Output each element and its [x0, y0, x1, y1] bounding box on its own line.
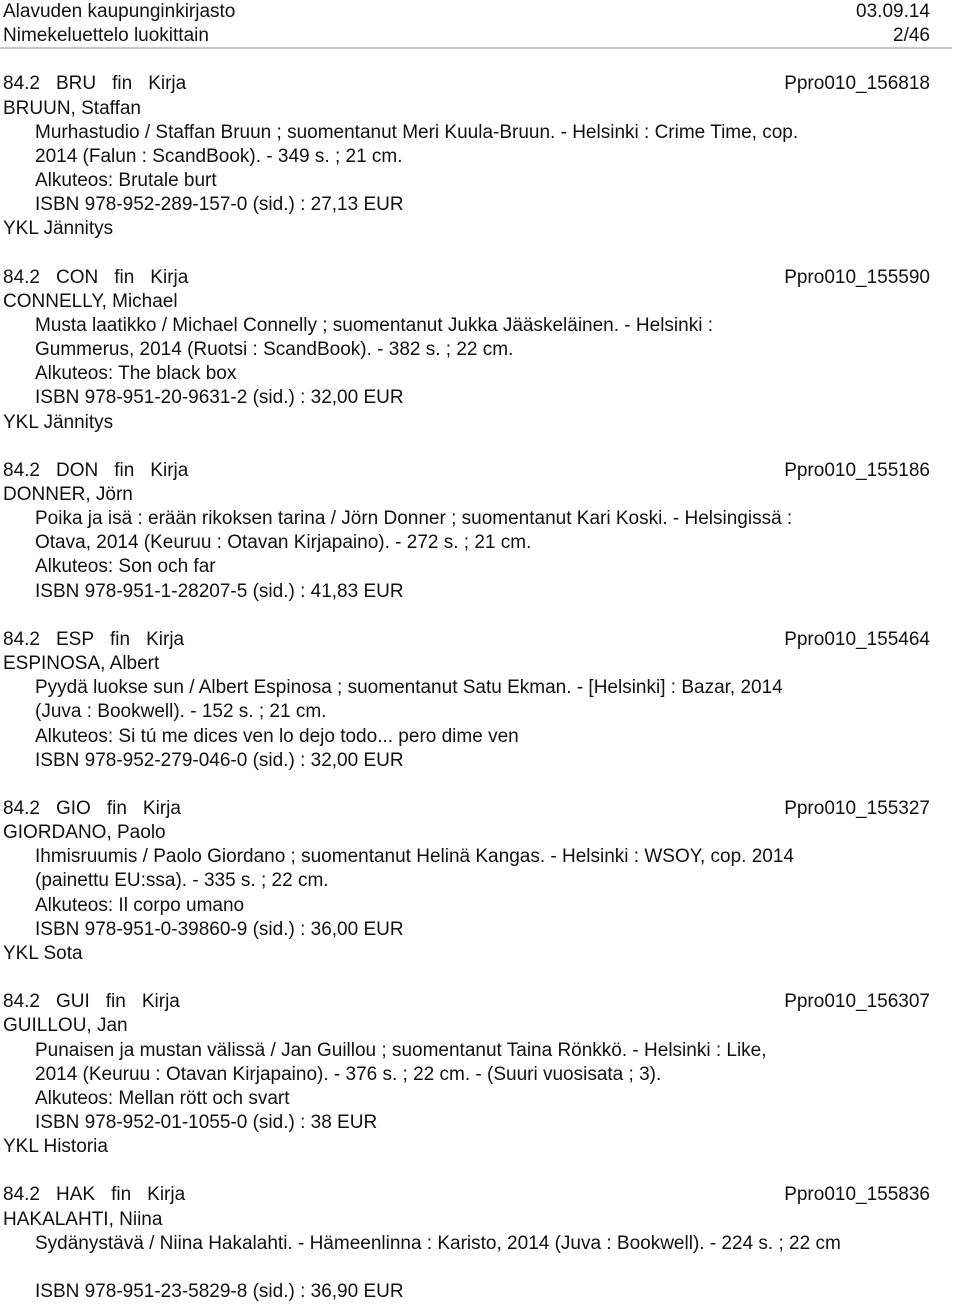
entry-author: GUILLOU, Jan: [3, 1015, 128, 1037]
entry-original-title: Alkuteos: Si tú me dices ven lo dejo todo... pero dime ven: [35, 725, 519, 747]
record-id: Ppro010_155186: [784, 459, 930, 481]
record-id: Ppro010_155327: [784, 797, 930, 819]
entry-classification-row: [3, 990, 960, 1014]
language: fin: [105, 991, 126, 1013]
classification: 84.2: [3, 797, 40, 819]
entry-description-line: Gummerus, 2014 (Ruotsi : ScandBook). - 382 s. ; 22 cm.: [35, 339, 514, 361]
print-date: 03.09.14: [856, 1, 930, 22]
entry-description-line: 2014 (Keuruu : Otavan Kirjapaino). - 376 s. ; 22 cm. - (Suuri vuosisata ; 3).: [35, 1063, 662, 1085]
language: fin: [114, 266, 135, 288]
shelf-code: ESP: [55, 628, 95, 650]
entry-classification-row: [3, 1183, 960, 1207]
shelf-code: GUI: [55, 991, 90, 1013]
entry-description-line: Poika ja isä : erään rikoksen tarina / Jörn Donner ; suomentanut Kari Koski. - Helsingissä :: [35, 508, 793, 530]
material-type: Kirja: [148, 73, 187, 95]
shelf-code: HAK: [55, 1184, 96, 1206]
language: fin: [112, 73, 133, 95]
entry-author: ESPINOSA, Albert: [3, 653, 160, 674]
entry-ykl-genre: YKL Sota: [3, 942, 83, 964]
entry-description-line: (painettu EU:ssa). - 335 s. ; 22 cm.: [35, 870, 329, 892]
entry-author: DONNER, Jörn: [3, 484, 133, 505]
language: fin: [114, 459, 135, 481]
record-id: Ppro010_155590: [784, 266, 930, 288]
classification: 84.2: [3, 73, 40, 95]
material-type: Kirja: [141, 991, 180, 1013]
entry-description-line: Sydänystävä / Niina Hakalahti. - Hämeenlinna : Karisto, 2014 (Juva : Bookwell). - 224 s. ; 22 cm: [35, 1232, 841, 1254]
material-type: Kirja: [150, 266, 189, 288]
entry-ykl-genre: YKL Historia: [3, 1136, 108, 1157]
library-name: Alavuden kaupunginkirjasto: [3, 1, 236, 22]
record-id: Ppro010_156818: [784, 73, 930, 95]
entry-original-title: Alkuteos: Mellan rött och svart: [35, 1087, 290, 1109]
entry-description-line: Murhastudio / Staffan Bruun ; suomentanut Meri Kuula-Bruun. - Helsinki : Crime Time, cop.: [35, 121, 799, 143]
entry-isbn-price: ISBN 978-952-01-1055-0 (sid.) : 38 EUR: [35, 1111, 378, 1133]
entry-isbn-price: ISBN 978-952-289-157-0 (sid.) : 27,13 EUR: [35, 194, 404, 216]
header-divider: [0, 47, 952, 49]
entry-classification-row: [3, 797, 960, 821]
entry-author: CONNELLY, Michael: [3, 290, 178, 312]
classification: 84.2: [3, 266, 40, 288]
header-row-2: [3, 24, 960, 48]
entry-ykl-genre: YKL Jännitys: [3, 411, 114, 433]
material-type: Kirja: [146, 628, 185, 650]
entry-description-line: Pyydä luokse sun / Albert Espinosa ; suomentanut Satu Ekman. - [Helsinki] : Bazar, 2014: [35, 677, 783, 699]
entry-isbn-price: ISBN 978-951-23-5829-8 (sid.) : 36,90 EUR: [35, 1280, 404, 1302]
classification: 84.2: [3, 991, 40, 1013]
entry-classification-row: [3, 628, 960, 652]
entry-isbn-price: ISBN 978-951-0-39860-9 (sid.) : 36,00 EUR: [35, 918, 404, 940]
entry-description-line: Ihmisruumis / Paolo Giordano ; suomentanut Helinä Kangas. - Helsinki : WSOY, cop. 2014: [35, 846, 794, 868]
entry-isbn-price: ISBN 978-951-1-28207-5 (sid.) : 41,83 EUR: [35, 580, 404, 602]
entry-classification-row: [3, 459, 960, 483]
entry-original-title: Alkuteos: Il corpo umano: [35, 894, 245, 916]
entry-ykl-genre: YKL Jännitys: [3, 218, 114, 240]
entry-isbn-price: ISBN 978-951-20-9631-2 (sid.) : 32,00 EUR: [35, 387, 404, 409]
entry-isbn-price: ISBN 978-952-279-046-0 (sid.) : 32,00 EUR: [35, 749, 404, 771]
record-id: Ppro010_156307: [784, 991, 930, 1013]
entry-classification-row: [3, 72, 960, 96]
shelf-code: BRU: [55, 73, 97, 95]
entry-author: BRUUN, Staffan: [3, 97, 141, 119]
classification: 84.2: [3, 459, 40, 481]
material-type: Kirja: [142, 797, 181, 819]
page-number: 2/46: [893, 25, 930, 46]
entry-original-title: Alkuteos: Brutale burt: [35, 170, 217, 191]
language: fin: [106, 797, 127, 819]
entry-description-line: 2014 (Falun : ScandBook). - 349 s. ; 21 cm.: [35, 145, 403, 167]
entry-description-line: [35, 1256, 960, 1280]
classification: 84.2: [3, 628, 40, 650]
language: fin: [111, 1184, 132, 1206]
header-row-1: [3, 0, 960, 24]
entry-author: GIORDANO, Paolo: [3, 822, 166, 844]
entry-original-title: Alkuteos: Son och far: [35, 556, 216, 578]
entry-description-line: Musta laatikko / Michael Connelly ; suomentanut Jukka Jääskeläinen. - Helsinki :: [35, 314, 713, 336]
record-id: Ppro010_155464: [784, 628, 930, 650]
shelf-code: GIO: [55, 797, 91, 819]
entry-author: HAKALAHTI, Niina: [3, 1208, 163, 1230]
shelf-code: CON: [55, 266, 99, 288]
shelf-code: DON: [55, 459, 99, 481]
entry-description-line: Punaisen ja mustan välissä / Jan Guillou ; suomentanut Taina Rönkkö. - Helsinki : Like,: [35, 1039, 767, 1061]
material-type: Kirja: [150, 459, 189, 481]
language: fin: [110, 628, 131, 650]
record-id: Ppro010_155836: [784, 1184, 930, 1206]
entry-description-line: Otava, 2014 (Keuruu : Otavan Kirjapaino). - 272 s. ; 21 cm.: [35, 532, 532, 554]
entry-description-line: (Juva : Bookwell). - 152 s. ; 21 cm.: [35, 701, 327, 723]
entry-original-title: Alkuteos: The black box: [35, 363, 237, 385]
classification: 84.2: [3, 1184, 40, 1206]
entry-classification-row: [3, 266, 960, 290]
material-type: Kirja: [147, 1184, 186, 1206]
list-title: Nimekeluettelo luokittain: [3, 25, 209, 46]
